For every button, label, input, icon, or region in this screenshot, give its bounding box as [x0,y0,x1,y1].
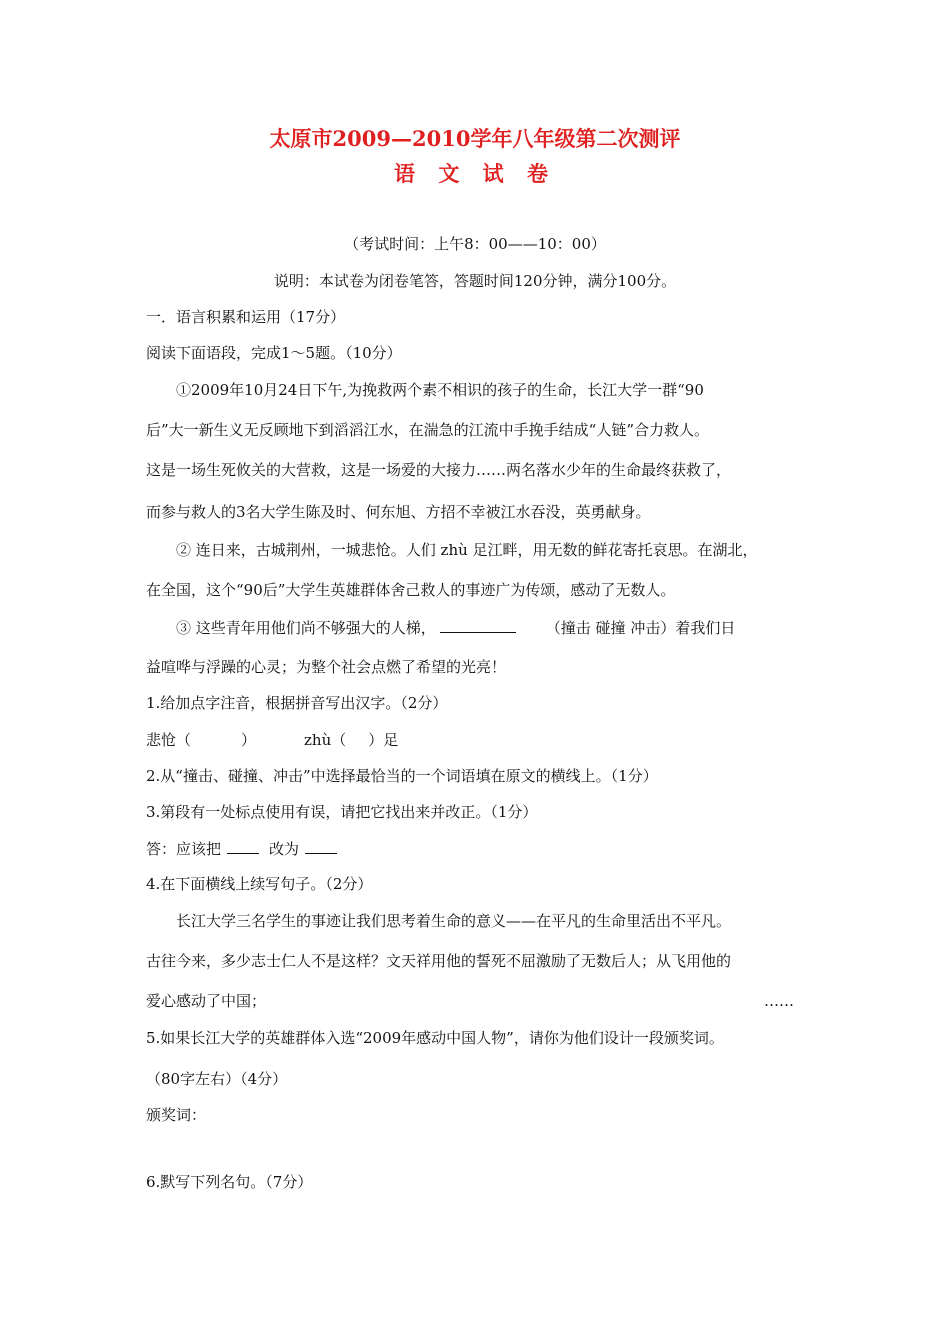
question-6: 6.默写下列名句。（7分） [146,1173,313,1191]
question-4-line-3: 爱心感动了中国； [146,992,267,1010]
q1-close-b: ）足 [368,731,399,749]
question-3-answer [146,838,337,859]
question-5-line-1: 5.如果长江大学的英雄群体入选“2009年感动中国人物”，请你为他们设计一段颁奖词。 [146,1029,724,1047]
question-3: 3.第段有一处标点使用有误，请把它找出来并改正。（1分） [146,803,538,821]
exam-instructions: 说明：本试卷为闭卷笔答，答题时间120分钟，满分100分。 [273,272,677,290]
paragraph-3-line-2: 益喧哗与浮躁的心灵；为整个社会点燃了希望的光亮！ [146,658,507,676]
q3-answer-prefix: 答：应该把 [146,840,222,858]
question-5-line-2: （80字左右）（4分） [146,1070,288,1088]
question-5-answer-label: 颁奖词： [146,1106,207,1124]
word-options: （撞击 碰撞 冲击）着我们日 [545,619,736,637]
section-heading: 一．语言积累和运用（17分） [146,308,346,326]
passage-intro: 阅读下面语段，完成1～5题。（10分） [146,344,402,362]
q3-blank-corrected[interactable] [305,838,337,854]
question-1-answers [146,730,398,750]
question-4-ellipsis: …… [764,992,794,1010]
q1-pinyin-label: zhù（ [304,731,347,749]
exam-time: （考试时间：上午8：00——10：00） [344,235,606,253]
question-2: 2.从“撞击、碰撞、冲击”中选择最恰当的一个词语填在原文的横线上。（1分） [146,767,658,785]
paragraph-3-line-1 [176,617,735,638]
q3-blank-original[interactable] [227,838,259,854]
question-4-line-2: 古往今来，多少志士仁人不是这样？文天祥用他的誓死不屈激励了无数后人；从飞用他的 [146,952,732,970]
paragraph-1-line-1: ①2009年10月24日下午,为挽救两个素不相识的孩子的生命，长江大学一群“90 [176,381,704,399]
q1-word-label: 悲怆（ [146,731,192,749]
paragraph-3-text: ③ 这些青年用他们尚不够强大的人梯， [176,619,436,637]
q1-close-a: ） [241,731,257,749]
question-4: 4.在下面横线上续写句子。（2分） [146,875,373,893]
paragraph-1-line-4: 而参与救人的3名大学生陈及时、何东旭、方招不幸被江水吞没，英勇献身。 [146,503,651,521]
paragraph-2-line-2: 在全国，这个“90后”大学生英雄群体舍己救人的事迹广为传颂，感动了无数人。 [146,581,676,599]
exam-title: 太原市2009—2010学年八年级第二次测评 [269,126,681,151]
q3-answer-mid: 改为 [269,840,300,858]
question-4-line-1: 长江大学三名学生的事迹让我们思考着生命的意义——在平凡的生命里活出不平凡。 [176,912,732,930]
fill-blank-word[interactable] [440,617,516,633]
paragraph-1-line-2: 后”大一新生义无反顾地下到滔滔江水，在湍急的江流中手挽手结成“人链”合力救人。 [146,421,710,439]
paragraph-1-line-3: 这是一场生死攸关的大营救，这是一场爱的大接力……两名落水少年的生命最终获救了， [146,461,732,479]
question-1: 1.给加点字注音，根据拼音写出汉字。（2分） [146,694,448,712]
paragraph-2-line-1: ② 连日来，古城荆州，一城悲怆。人们 zhù 足江畔，用无数的鲜花寄托哀思。在湖北， [176,541,758,559]
exam-subtitle: 语 文 试 卷 [394,161,556,186]
